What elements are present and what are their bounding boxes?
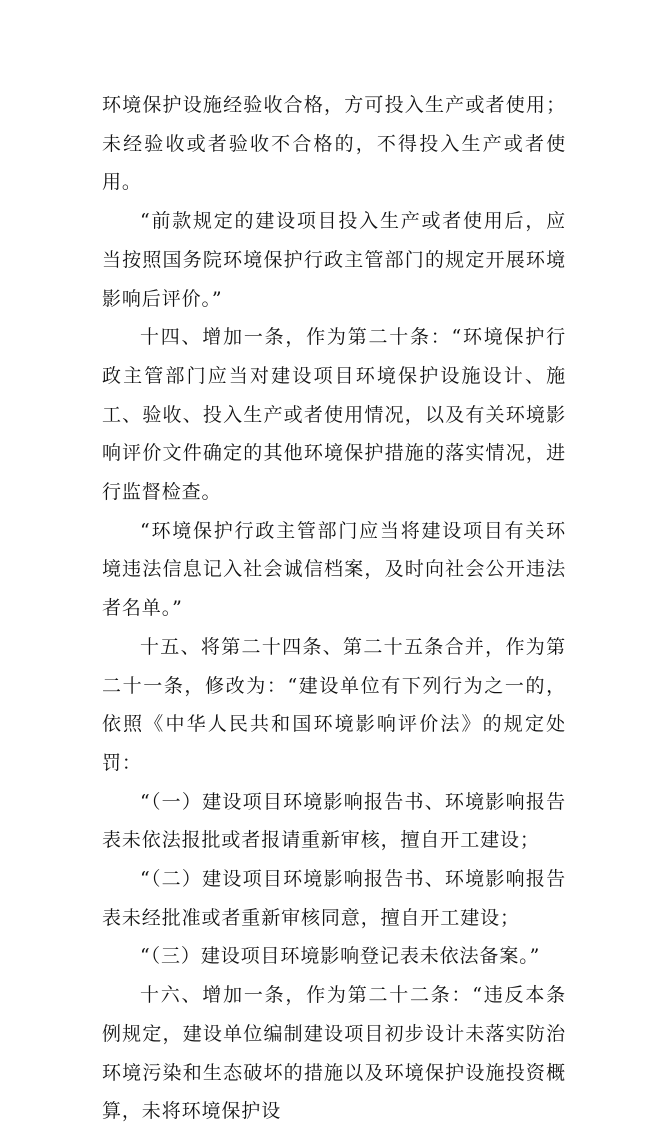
document-body [102,86,566,1131]
paragraph-item-16: 十六、增加一条，作为第二十二条：“违反本条例规定，建设单位编制建设项目初步设计未落实防治环境污染和生态破坏的措施以及环境保护设施投资概算，未将环境保护设 [102,984,566,1123]
paragraph-continuation: 环境保护设施经验收合格，方可投入生产或者使用；未经验收或者验收不合格的，不得投入生产或者使用。 [102,94,566,194]
paragraph-item-15: 十五、将第二十四条、第二十五条合并，作为第二十一条，修改为：“建设单位有下列行为之一的，依照《中华人民共和国环境影响评价法》的规定处罚： [102,635,566,774]
paragraph-subitem-3: “（三）建设项目环境影响登记表未依法备案。” [140,945,541,968]
paragraph-quoted-clause: “环境保护行政主管部门应当将建设项目有关环境违法信息记入社会诚信档案，及时向社会公开违法者名单。” [102,519,566,620]
paragraph-subitem-1: “（一）建设项目环境影响报告书、环境影响报告表未依法报批或者报请重新审核，擅自开工建设； [102,790,566,852]
paragraph-subitem-2: “（二）建设项目环境影响报告书、环境影响报告表未经批准或者重新审核同意，擅自开工建设； [102,868,566,929]
paragraph-item-14: 十四、增加一条，作为第二十条：“环境保护行政主管部门应当对建设项目环境保护设施设计、施工、验收、投入生产或者使用情况，以及有关环境影响评价文件确定的其他环境保护措施的落实情况，进行监督检查。 [102,326,566,504]
paragraph-quoted-clause: “前款规定的建设项目投入生产或者使用后，应当按照国务院环境保护行政主管部门的规定开展环境影响后评价。” [102,210,566,310]
